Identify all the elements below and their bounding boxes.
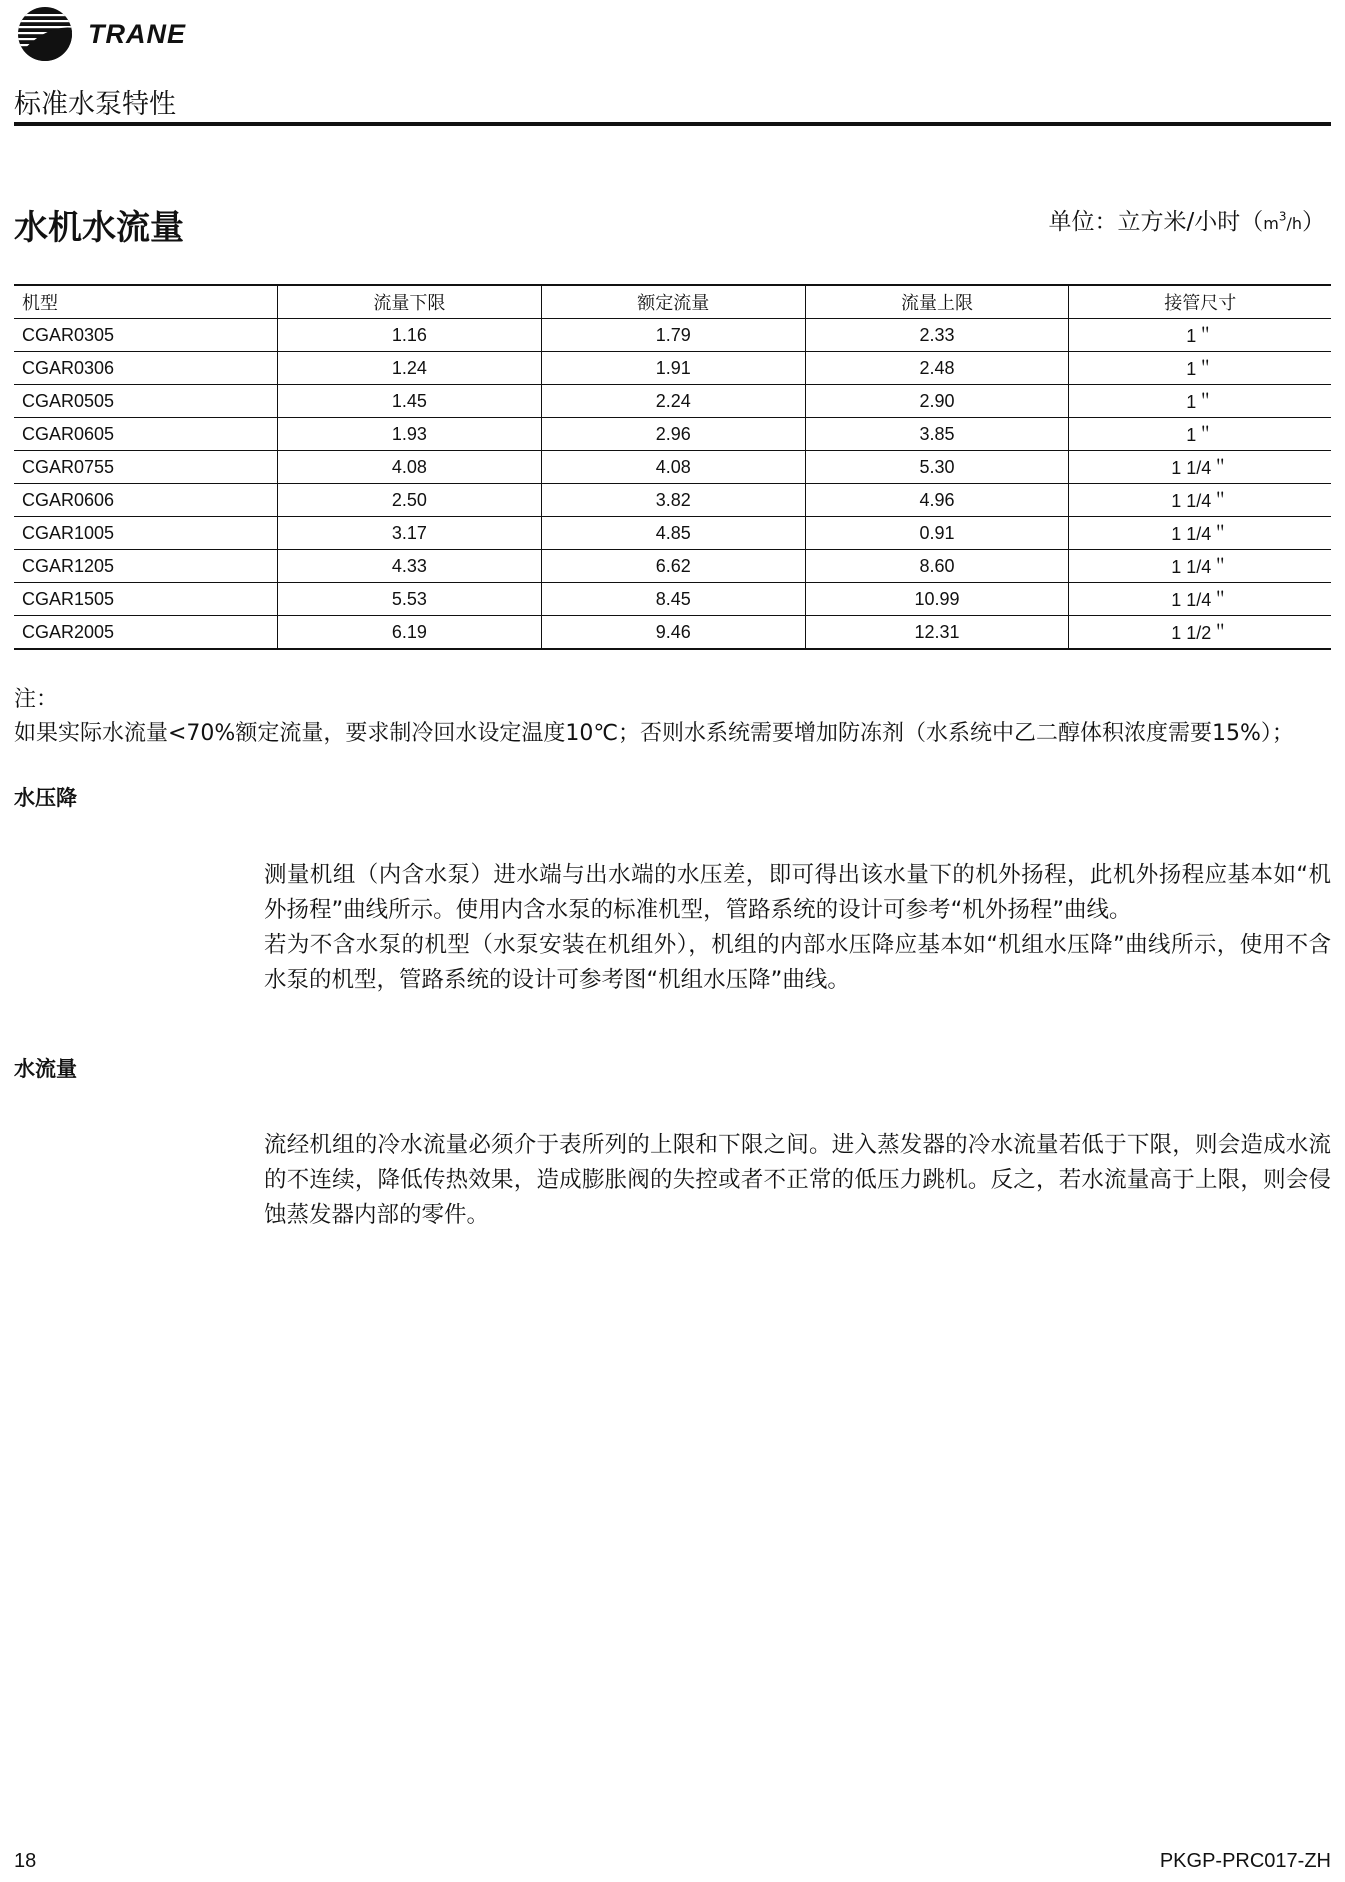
unit-suffix: ） (1302, 209, 1325, 235)
table-cell: 2.48 (805, 352, 1069, 385)
trane-emblem-icon (14, 6, 76, 62)
table-cell: 2.90 (805, 385, 1069, 418)
page-number: 18 (14, 1850, 37, 1872)
note-text: 如果实际水流量<70%额定流量，要求制冷回水设定温度10℃；否则水系统需要增加防冻剂（水系统中乙二醇体积浓度需要15%）； (14, 721, 1294, 746)
column-header: 接管尺寸 (1069, 285, 1331, 319)
table-cell: 1 1/4＂ (1069, 451, 1331, 484)
heading-pressure-drop: 水压降 (14, 786, 77, 810)
unit-sup: 3 (1278, 209, 1287, 224)
table-cell: 1.45 (278, 385, 542, 418)
paragraph: 若为不含水泵的机型（水泵安装在机组外），机组的内部水压降应基本如“机组水压降”曲线所示，使用不含水泵的机型，管路系统的设计可参考图“机组水压降”曲线。 (264, 932, 1331, 993)
table-cell: 1＂ (1069, 385, 1331, 418)
table-cell: 9.46 (541, 616, 805, 650)
table-row (14, 616, 1331, 650)
table-cell: 2.96 (541, 418, 805, 451)
table-row (14, 484, 1331, 517)
unit-label (1048, 203, 1325, 236)
unit-prefix: 单位：立方米/小时（ (1048, 209, 1264, 235)
heading-water-flow: 水流量 (14, 1057, 77, 1081)
table-cell: 1 1/4＂ (1069, 583, 1331, 616)
model-cell: CGAR0305 (14, 319, 278, 352)
table-cell: 1.91 (541, 352, 805, 385)
table-cell: 2.24 (541, 385, 805, 418)
table-cell: 4.08 (278, 451, 542, 484)
model-cell: CGAR1205 (14, 550, 278, 583)
table-cell: 1.93 (278, 418, 542, 451)
paragraph: 测量机组（内含水泵）进水端与出水端的水压差，即可得出该水量下的机外扬程，此机外扬程应基本如“机外扬程”曲线所示。使用内含水泵的标准机型，管路系统的设计可参考“机外扬程”曲线。 (264, 862, 1331, 923)
table-cell: 6.62 (541, 550, 805, 583)
table-cell: 8.45 (541, 583, 805, 616)
table-cell: 3.85 (805, 418, 1069, 451)
unit-m: m (1263, 214, 1279, 233)
table-cell: 2.33 (805, 319, 1069, 352)
table-cell: 5.53 (278, 583, 542, 616)
table-cell: 5.30 (805, 451, 1069, 484)
table-cell: 2.50 (278, 484, 542, 517)
table-cell: 1＂ (1069, 319, 1331, 352)
table-cell: 8.60 (805, 550, 1069, 583)
table-cell: 1.79 (541, 319, 805, 352)
table-cell: 1＂ (1069, 418, 1331, 451)
model-cell: CGAR0606 (14, 484, 278, 517)
table-cell: 1 1/4＂ (1069, 517, 1331, 550)
table-cell: 4.33 (278, 550, 542, 583)
table-row (14, 319, 1331, 352)
table-row (14, 352, 1331, 385)
table-header-row (14, 285, 1331, 319)
table-row (14, 583, 1331, 616)
water-flow-body (264, 1128, 1331, 1233)
table-row (14, 451, 1331, 484)
column-header: 额定流量 (541, 285, 805, 319)
table-cell: 3.17 (278, 517, 542, 550)
table-cell: 1.24 (278, 352, 542, 385)
table-row (14, 517, 1331, 550)
table-cell: 1 1/4＂ (1069, 484, 1331, 517)
table-cell: 1＂ (1069, 352, 1331, 385)
table-cell: 4.96 (805, 484, 1069, 517)
section-title: 标准水泵特性 (14, 89, 176, 120)
header-divider (14, 122, 1331, 126)
table-cell: 3.82 (541, 484, 805, 517)
model-cell: CGAR2005 (14, 616, 278, 650)
table-row (14, 418, 1331, 451)
column-header: 流量下限 (278, 285, 542, 319)
model-cell: CGAR0755 (14, 451, 278, 484)
unit-rest: /h (1286, 214, 1302, 233)
brand-name: TRANE (88, 18, 186, 49)
note-label: 注： (14, 687, 59, 712)
table-cell: 0.91 (805, 517, 1069, 550)
model-cell: CGAR1505 (14, 583, 278, 616)
column-header: 流量上限 (805, 285, 1069, 319)
column-header: 机型 (14, 285, 278, 319)
flow-rate-table (14, 284, 1331, 650)
page-title: 水机水流量 (14, 208, 184, 248)
table-cell: 12.31 (805, 616, 1069, 650)
table-row (14, 385, 1331, 418)
model-cell: CGAR0605 (14, 418, 278, 451)
model-cell: CGAR1005 (14, 517, 278, 550)
model-cell: CGAR0505 (14, 385, 278, 418)
document-code: PKGP-PRC017-ZH (1159, 1850, 1331, 1872)
table-cell: 1 1/2＂ (1069, 616, 1331, 650)
table-cell: 4.08 (541, 451, 805, 484)
table-row (14, 550, 1331, 583)
table-cell: 6.19 (278, 616, 542, 650)
brand-logo (14, 6, 186, 62)
paragraph: 流经机组的冷水流量必须介于表所列的上限和下限之间。进入蒸发器的冷水流量若低于下限，则会造成水流的不连续，降低传热效果，造成膨胀阀的失控或者不正常的低压力跳机。反之，若水流量高于上限，则会侵蚀蒸发器内部的零件。 (264, 1132, 1331, 1228)
table-cell: 1 1/4＂ (1069, 550, 1331, 583)
pressure-drop-body (264, 858, 1331, 998)
model-cell: CGAR0306 (14, 352, 278, 385)
table-cell: 10.99 (805, 583, 1069, 616)
table-cell: 4.85 (541, 517, 805, 550)
table-cell: 1.16 (278, 319, 542, 352)
